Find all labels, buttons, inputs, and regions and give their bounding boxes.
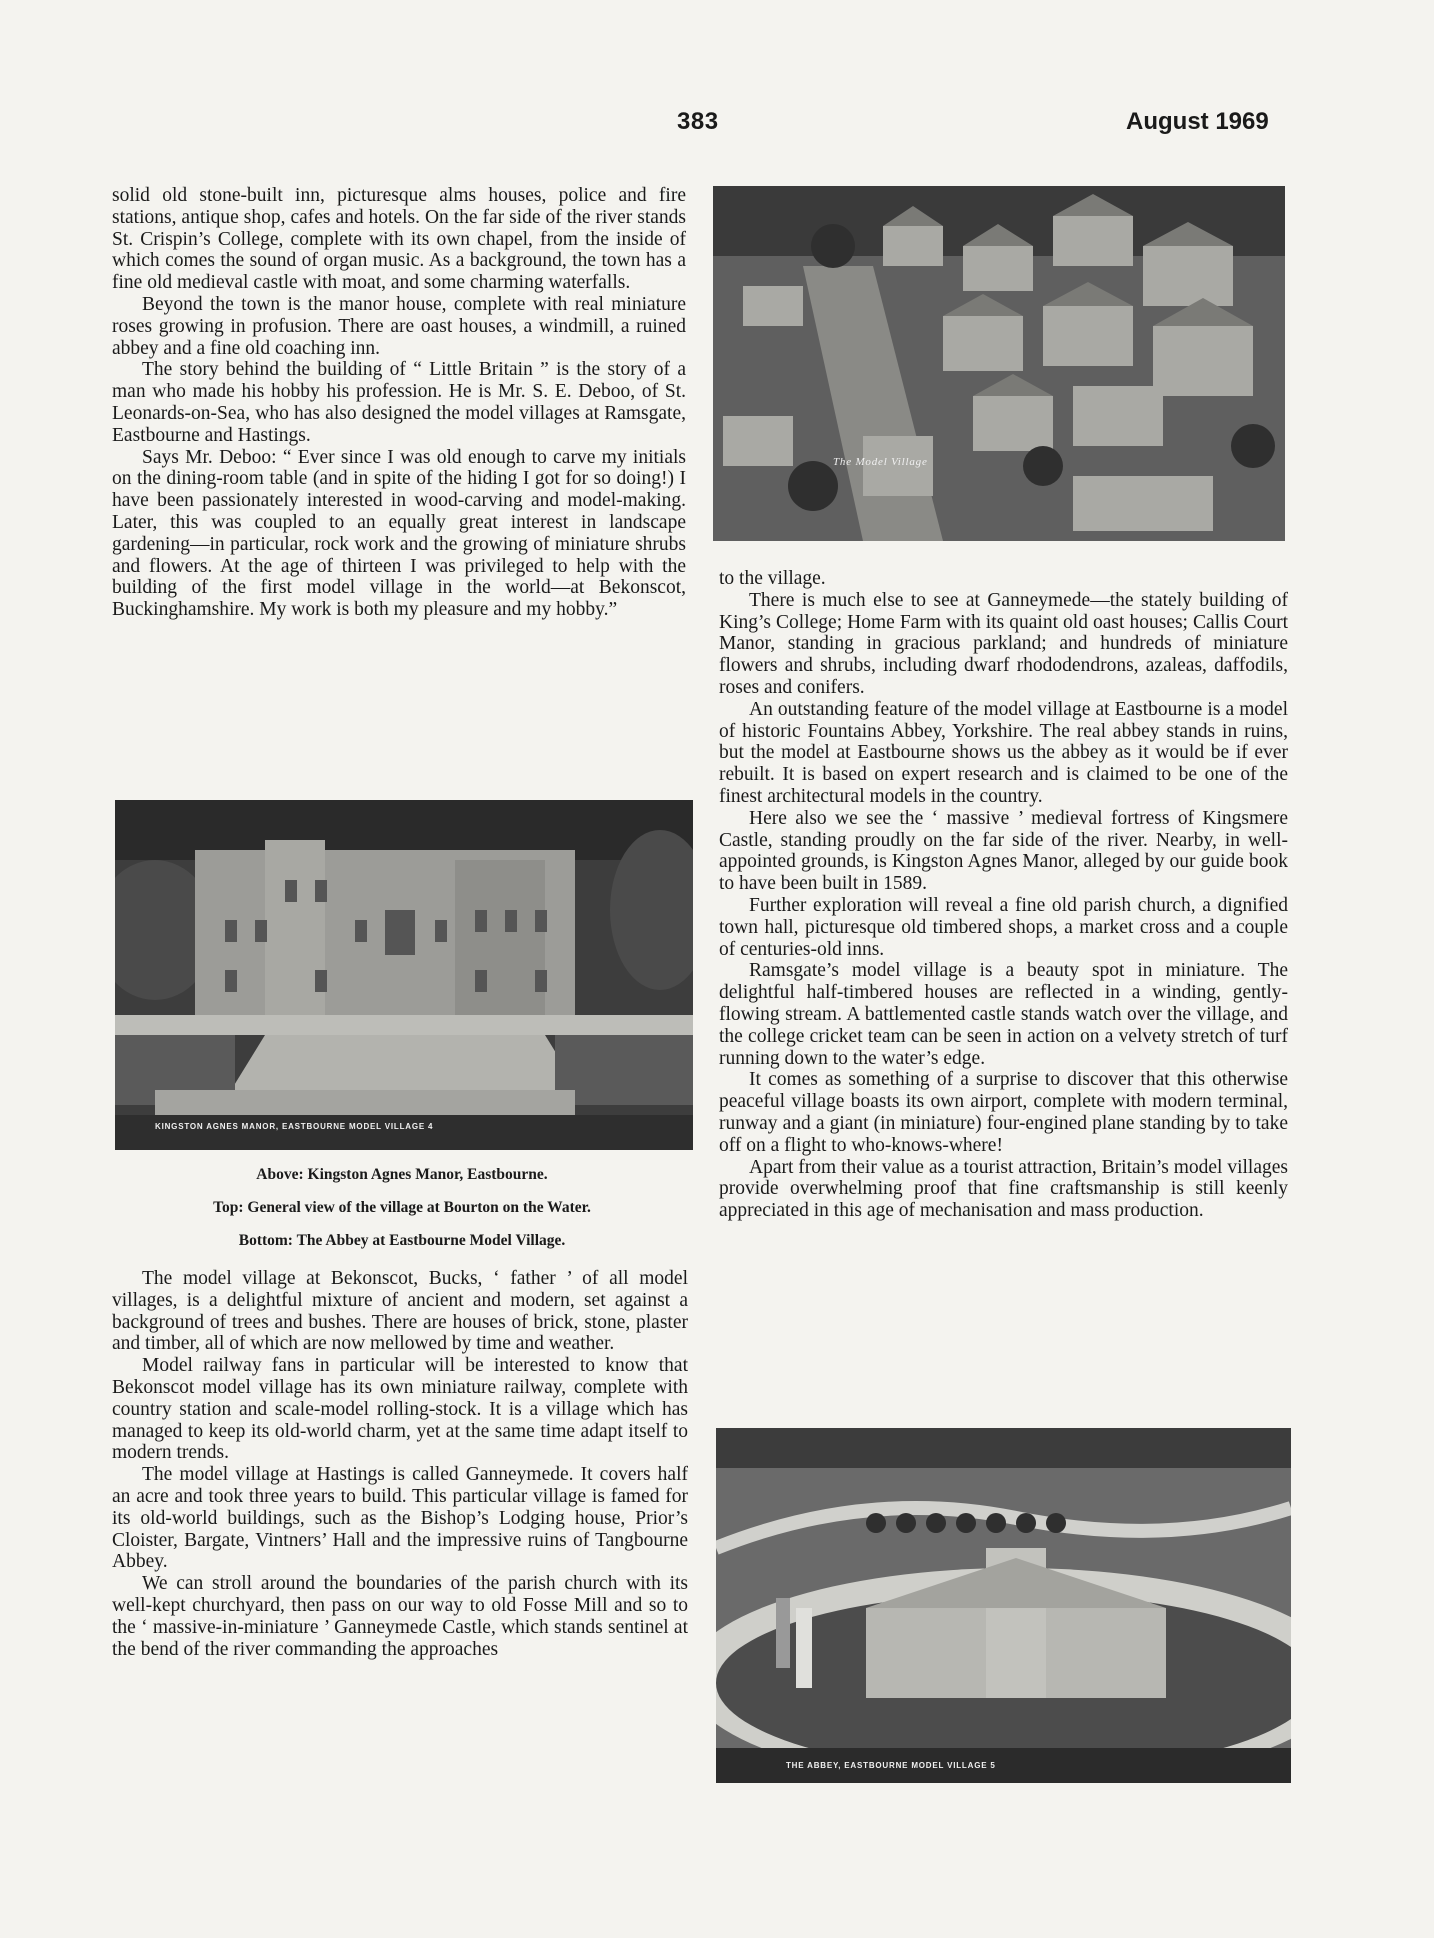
photo-kingston-agnes-manor	[115, 800, 693, 1150]
paragraph: Apart from their value as a tourist attraction, Britain’s model villages provide overwhelming proof that fine craftsmanship is still keenly appreciated in this age of mechanisation and mass production.	[719, 1156, 1288, 1222]
paragraph: Beyond the town is the manor house, complete with real miniature roses growing in profusion. There are oast houses, a windmill, a ruined abbey and a fine old coaching inn.	[112, 293, 686, 359]
caption-bottom: Bottom: The Abbey at Eastbourne Model Village.	[238, 1232, 566, 1249]
page-number: 383	[677, 108, 719, 135]
paragraph: The model village at Bekonscot, Bucks, ‘ father ’ of all model villages, is a delightful mixture of ancient and modern, set against a background of trees and bushes. There are houses of brick, stone, plaster and timber, all of which are now mellowed by time and weather.	[112, 1268, 688, 1355]
caption-top: Top: General view of the village at Bourton on the Water.	[213, 1199, 591, 1216]
paragraph: Further exploration will reveal a fine old parish church, a dignified town hall, picturesque old timbered shops, a market cross and a couple of centuries-old inns.	[719, 894, 1288, 960]
paragraph: to the village.	[719, 568, 826, 589]
left-column-bottom	[112, 1268, 688, 1660]
paragraph: solid old stone-built inn, picturesque alms houses, police and fire stations, antique shop, cafes and hotels. On the far side of the river stands St. Crispin’s College, complete with its own chapel, from the inside of which comes the sound of organ music. As a background, the town has a fine old medieval castle with moat, and some charming waterfalls.	[112, 185, 686, 294]
paragraph: Says Mr. Deboo: “ Ever since I was old enough to carve my initials on the dining-room table (and in spite of the hiding I got for so doing!) I have been passionately interested in wood-carving and model-making. Later, this was coupled to an equally great interest in landscape gardening—in particular, rock work and the growing of miniature shrubs and flowers. At the age of thirteen I was privileged to help with the building of the first model village in the world—at Bekonscot, Buckinghamshire. My work is both my pleasure and my hobby.”	[112, 446, 686, 621]
photo-captions	[112, 1158, 692, 1257]
paragraph: Ramsgate’s model village is a beauty spot in miniature. The delightful half-timbered houses are reflected in a winding, gently-flowing stream. A battlemented castle stands watch over the village, and the college cricket team can be seen in action on a velvety stretch of turf running down to the water’s edge.	[719, 960, 1288, 1069]
photo-bourton-village	[713, 186, 1285, 541]
paragraph: It comes as something of a surprise to discover that this otherwise peaceful village boasts its own airport, complete with modern terminal, runway and a giant (in miniature) four-engined plane standing by to take off on a flight to who-knows-where!	[719, 1069, 1288, 1156]
paragraph: Here also we see the ‘ massive ’ medieval fortress of Kingsmere Castle, standing proudly on the far side of the river. Nearby, in well-appointed grounds, is Kingston Agnes Manor, alleged by our guide book to have been built in 1589.	[719, 807, 1288, 895]
photo-label: THE ABBEY, EASTBOURNE MODEL VILLAGE 5	[786, 1761, 996, 1770]
left-column-top	[112, 185, 686, 621]
photo-label: KINGSTON AGNES MANOR, EASTBOURNE MODEL VILLAGE 4	[155, 1122, 434, 1131]
caption-above: Above: Kingston Agnes Manor, Eastbourne.	[256, 1166, 548, 1183]
paragraph: Model railway fans in particular will be interested to know that Bekonscot model village has its own miniature railway, complete with country station and scale-model rolling-stock. It is a village which has managed to keep its old-world charm, yet at the same time adapt itself to modern trends.	[112, 1355, 688, 1464]
issue-date: August 1969	[1126, 108, 1269, 135]
paragraph: An outstanding feature of the model village at Eastbourne is a model of historic Fountains Abbey, Yorkshire. The real abbey stands in ruins, but the model at Eastbourne shows us the abbey as it would be if ever rebuilt. It is based on expert research and is claimed to be one of the finest architectural models in the country.	[719, 698, 1288, 807]
paragraph: The story behind the building of “ Little Britain ” is the story of a man who made his hobby his profession. He is Mr. S. E. Deboo, of St. Leonards-on-Sea, who has also designed the model villages at Ramsgate, Eastbourne and Hastings.	[112, 359, 686, 446]
paragraph: The model village at Hastings is called Ganneymede. It covers half an acre and took three years to build. This particular village is famed for its old-world buildings, such as the Bishop’s Lodging house, Prior’s Cloister, Bargate, Vintners’ Hall and the impressive ruins of Tangbourne Abbey.	[112, 1464, 688, 1573]
photo-label: The Model Village	[833, 456, 928, 468]
paragraph: We can stroll around the boundaries of the parish church with its well-kept churchyard, then pass on our way to old Fosse Mill and so to the ‘ massive-in-miniature ’ Ganneymede Castle, which stands sentinel at the bend of the river commanding the approaches	[112, 1573, 688, 1660]
photo-eastbourne-abbey	[716, 1428, 1291, 1783]
right-column	[719, 568, 1288, 1222]
paragraph: There is much else to see at Ganneymede—the stately building of King’s College; Home Farm with its quaint old oast houses; Callis Court Manor, standing in gracious parkland; and hundreds of miniature flowers and shrubs, including dwarf rhododendrons, azaleas, daffodils, roses and conifers.	[719, 589, 1288, 698]
